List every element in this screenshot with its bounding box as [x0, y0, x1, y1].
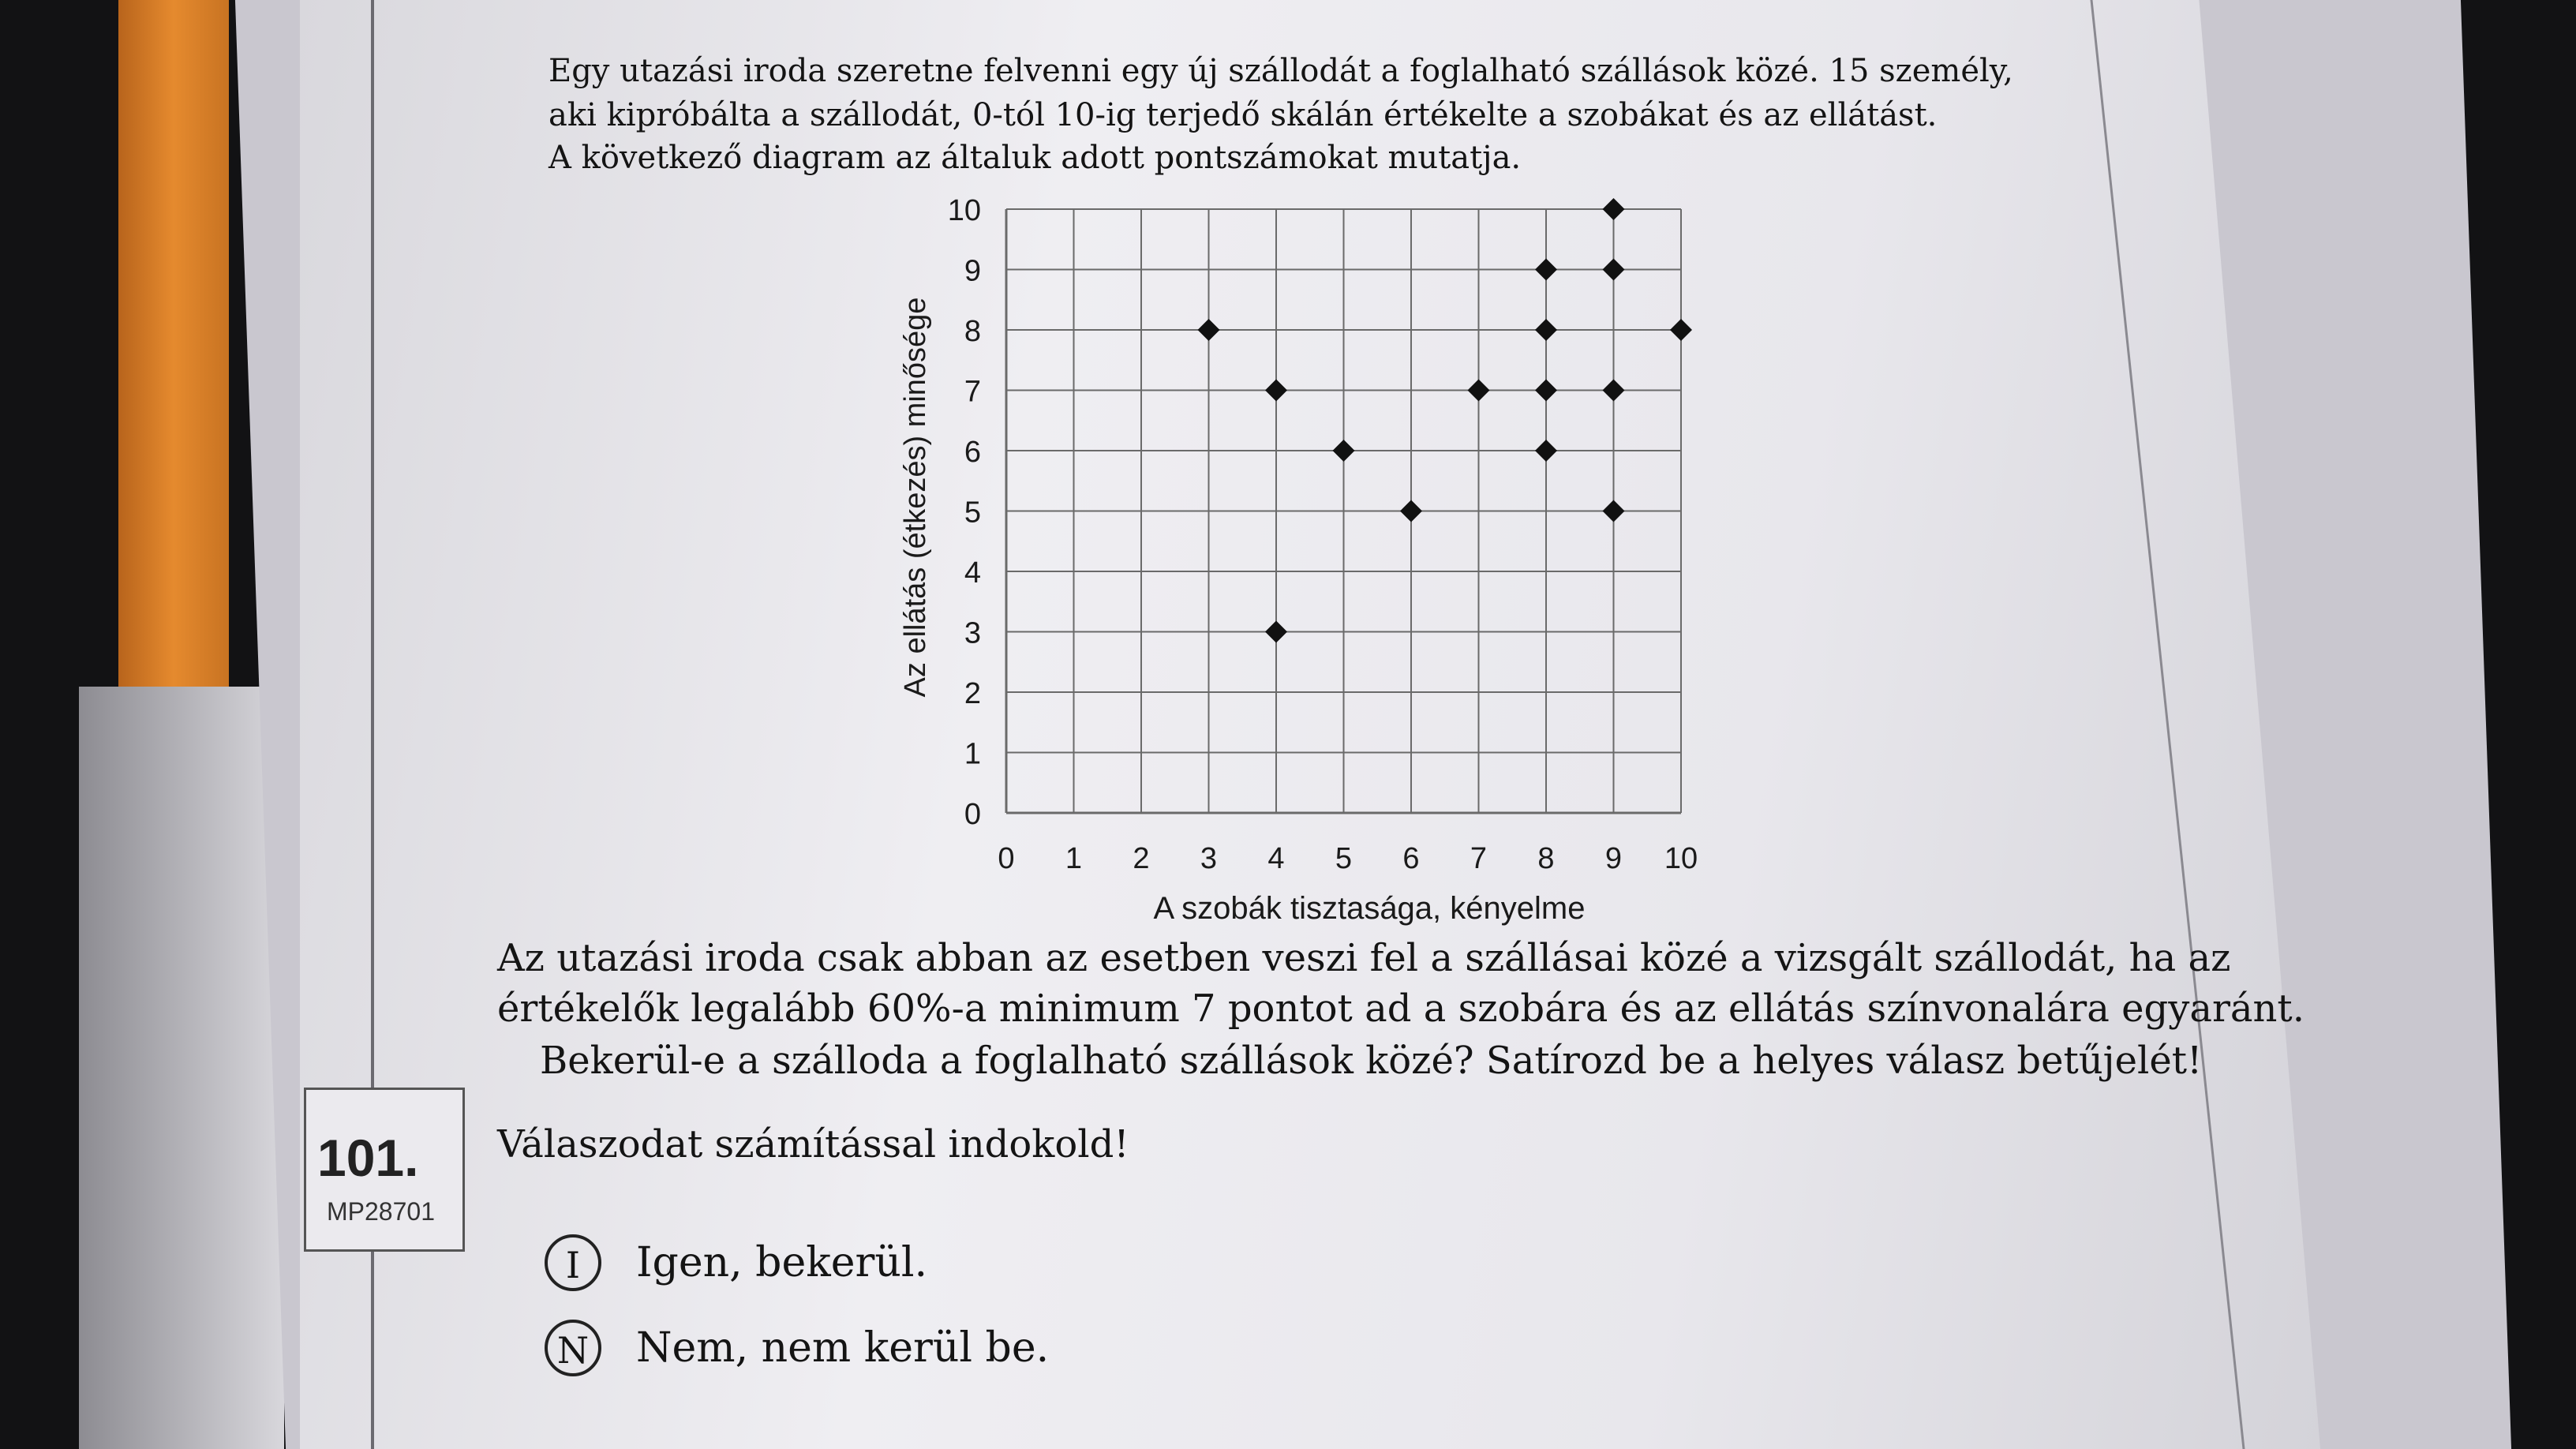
- data-point: [1468, 380, 1490, 402]
- y-tick-label: 5: [964, 496, 981, 530]
- option-nem[interactable]: [545, 1320, 1049, 1376]
- data-point: [1603, 500, 1625, 522]
- option-bubble-n[interactable]: N: [545, 1320, 601, 1376]
- y-tick-label: 10: [947, 194, 981, 227]
- y-tick-label: 0: [964, 798, 981, 831]
- question-line-2: értékelők legalább 60%-a minimum 7 pontot ad a szobára és az ellátás színvonalára egyaránt.: [497, 987, 2305, 1031]
- y-tick-label: 6: [964, 436, 981, 469]
- data-point: [1198, 319, 1220, 341]
- data-point: [1265, 380, 1287, 402]
- x-tick-label: 9: [1604, 842, 1623, 875]
- y-tick-label: 4: [964, 556, 981, 590]
- question-line-4: Válaszodat számítással indokold!: [497, 1122, 1129, 1166]
- question-line-3: Bekerül-e a szálloda a foglalható szállások közé? Satírozd be a helyes válasz betűjelét!: [540, 1039, 2203, 1083]
- y-tick-label: 8: [964, 315, 981, 348]
- x-tick-label: 1: [1065, 842, 1083, 875]
- data-point: [1535, 259, 1557, 281]
- y-tick-label: 2: [964, 677, 981, 710]
- x-tick-label: 8: [1537, 842, 1555, 875]
- data-point: [1603, 198, 1625, 220]
- x-tick-label: 3: [1200, 842, 1218, 875]
- question-line-1: Az utazási iroda csak abban az esetben veszi fel a szállásai közé a vizsgált szállodát, ha az: [497, 936, 2231, 980]
- data-point: [1400, 500, 1422, 522]
- data-point: [1603, 380, 1625, 402]
- x-tick-label: 4: [1267, 842, 1285, 875]
- x-tick-label: 10: [1664, 842, 1698, 875]
- chart-grid: [1006, 209, 1681, 813]
- intro-line-3: A következő diagram az általuk adott pontszámokat mutatja.: [549, 140, 1522, 176]
- x-tick-label: 5: [1335, 842, 1353, 875]
- x-axis-label: A szobák tisztasága, kényelme: [1153, 891, 1586, 926]
- data-points: [1198, 198, 1693, 643]
- data-point: [1535, 380, 1557, 402]
- option-igen[interactable]: [545, 1234, 927, 1291]
- data-point: [1670, 319, 1692, 341]
- x-tick-label: 7: [1470, 842, 1488, 875]
- task-number: 101.: [317, 1129, 419, 1187]
- data-point: [1535, 440, 1557, 462]
- task-code: MP28701: [327, 1197, 435, 1226]
- data-point: [1333, 440, 1355, 462]
- intro-line-1: Egy utazási iroda szeretne felvenni egy új szállodát a foglalható szállások közé. 15 személy,: [549, 53, 2013, 89]
- y-axis-label: Az ellátás (étkezés) minősége: [899, 297, 932, 698]
- x-tick-label: 6: [1402, 842, 1420, 875]
- intro-line-2: aki kipróbálta a szállodát, 0-tól 10-ig terjedő skálán értékelte a szobákat és az ellátást.: [549, 97, 1938, 133]
- option-bubble-i[interactable]: I: [545, 1234, 601, 1291]
- option-label-nem: Nem, nem kerül be.: [636, 1324, 1050, 1372]
- x-tick-labels: [998, 842, 1698, 875]
- data-point: [1603, 259, 1625, 281]
- y-tick-labels: [948, 194, 981, 831]
- y-tick-label: 3: [964, 616, 981, 650]
- data-point: [1265, 621, 1287, 643]
- x-tick-label: 0: [998, 842, 1015, 875]
- y-tick-label: 7: [964, 375, 981, 409]
- task-number-box: [304, 1088, 465, 1252]
- y-tick-label: 1: [964, 737, 981, 771]
- option-label-igen: Igen, bekerül.: [636, 1239, 928, 1286]
- y-tick-label: 9: [964, 254, 981, 288]
- x-tick-label: 2: [1133, 842, 1150, 875]
- data-point: [1535, 319, 1557, 341]
